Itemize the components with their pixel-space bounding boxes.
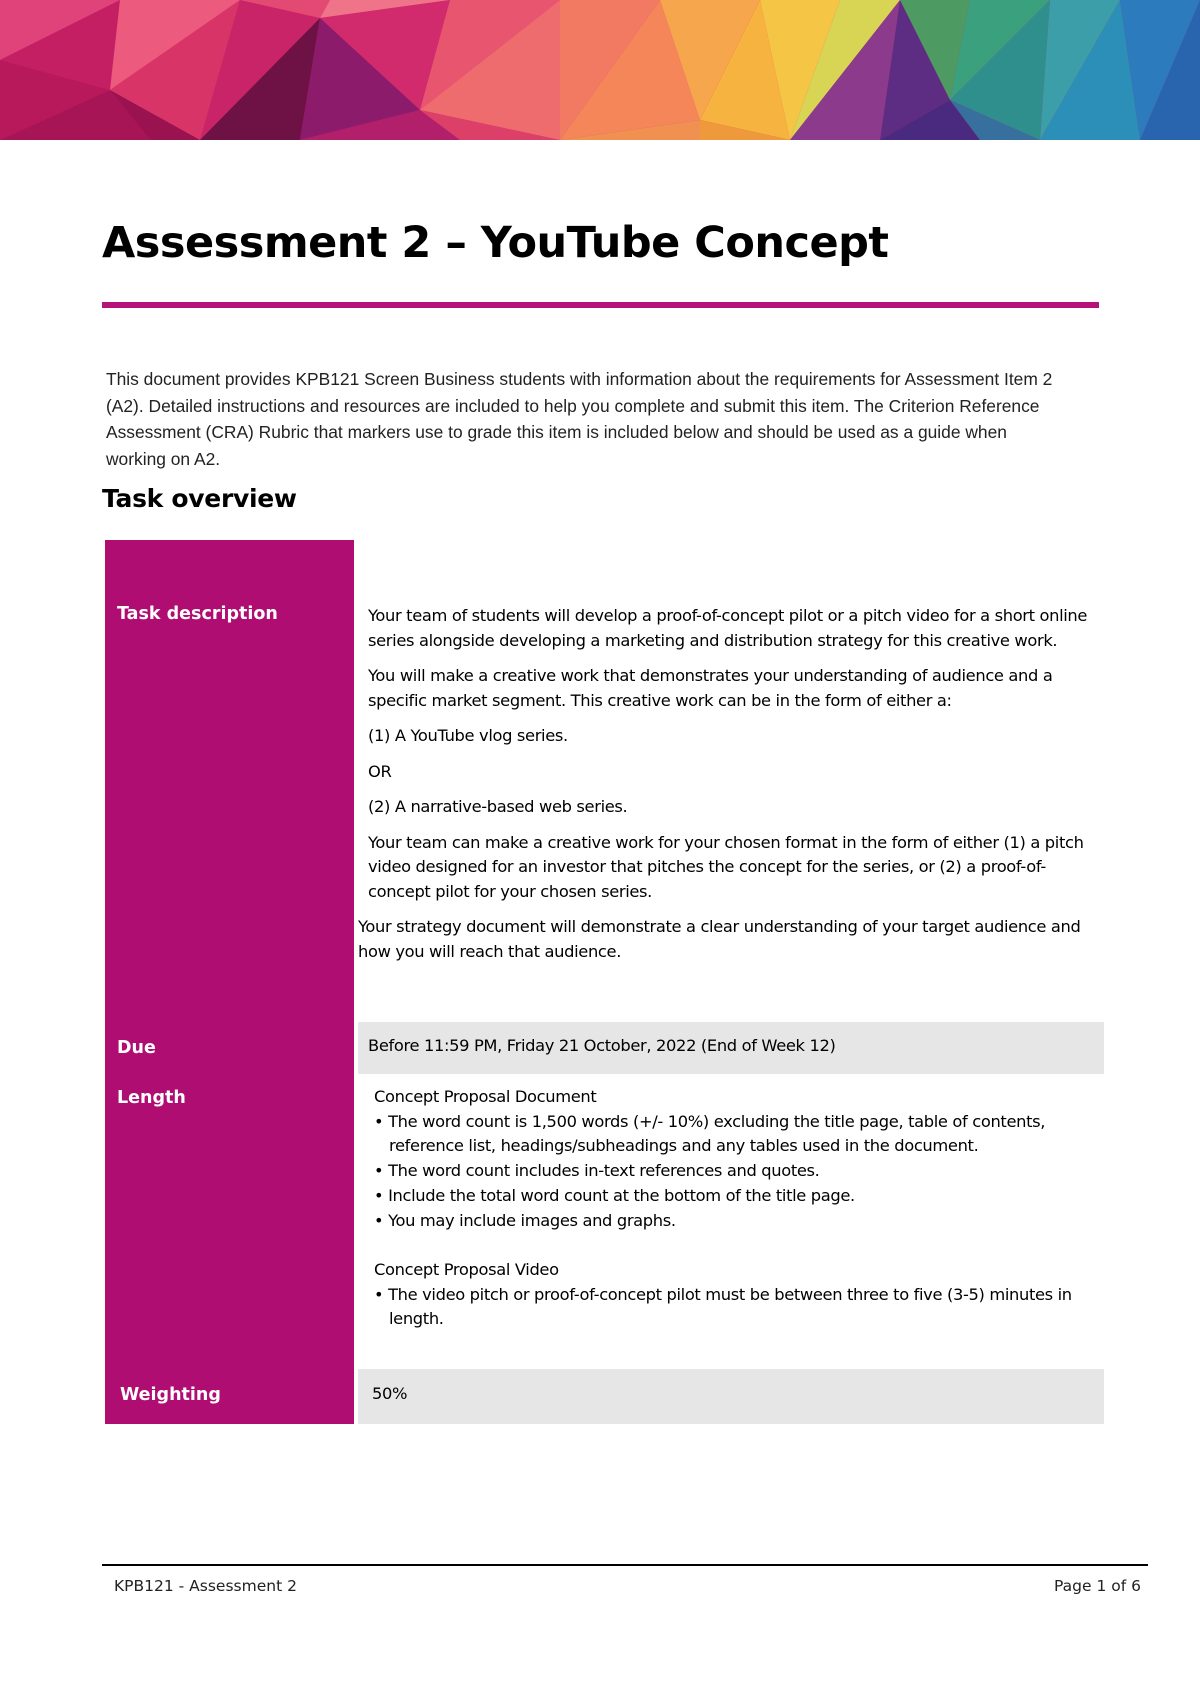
length-doc-bullet: • You may include images and graphs. [374, 1210, 676, 1230]
task-paragraph: (1) A YouTube vlog series. [368, 726, 568, 745]
length-video-heading: Concept Proposal Video [374, 1259, 559, 1279]
footer-divider [102, 1564, 1148, 1566]
length-doc-bullet: • The word count is 1,500 words (+/- 10%) excluding the title page, table of contents, reference list, headings/subheadings and any tables used in the document. [374, 1111, 1046, 1156]
task-paragraph: Your team can make a creative work for your chosen format in the form of either (1) a pitch video designed for an investor that pitches the concept for the series, or (2) a proof-of-concept pilot for your chosen series. [368, 832, 1084, 901]
label-task-description [105, 540, 354, 1022]
table-row-weighting [105, 1369, 1104, 1424]
task-paragraph: Your strategy document will demonstrate a clear understanding of your target audience and how you will reach that audience. [358, 917, 1081, 961]
task-overview-table [105, 540, 1104, 1424]
value-due: Before 11:59 PM, Friday 21 October, 2022 (End of Week 12) [358, 1022, 1104, 1074]
table-row-length [105, 1074, 1104, 1369]
length-video-bullet: • The video pitch or proof-of-concept pilot must be between three to five (3-5) minutes in length. [374, 1284, 1072, 1329]
table-row-task-description [105, 590, 1104, 1022]
footer-page-number: Page 1 of 6 [1054, 1577, 1141, 1595]
document-title: Assessment 2 – YouTube Concept [102, 218, 889, 268]
length-doc-bullet: • Include the total word count at the bottom of the title page. [374, 1185, 855, 1205]
section-heading: Task overview [102, 484, 297, 513]
label-length: Length [105, 1074, 354, 1369]
intro-paragraph: This document provides KPB121 Screen Business students with information about the requirements for Assessment Item 2 (A2). Detailed instructions and resources are included to help you complete and submit this item. The Criterion Reference Assessment (CRA) Rubric that markers use to grade this item is included below and should be used as a guide when working on A2. [106, 369, 1053, 469]
value-weighting: 50% [358, 1369, 1104, 1424]
task-paragraph: (2) A narrative-based web series. [368, 797, 628, 816]
label-weighting: Weighting [105, 1369, 354, 1424]
title-underline [102, 302, 1099, 308]
label-due: Due [105, 1022, 354, 1074]
task-paragraph: You will make a creative work that demonstrates your understanding of audience and a specific market segment. This creative work can be in the form of either a: [368, 666, 1053, 710]
task-paragraph: OR [368, 761, 392, 781]
value-task-description [358, 540, 1104, 1022]
label-task-description-text: Task description [117, 604, 278, 624]
header-banner [0, 0, 1200, 140]
length-doc-heading: Concept Proposal Document [374, 1087, 597, 1106]
value-length [358, 1074, 1104, 1369]
footer-course-label: KPB121 - Assessment 2 [114, 1577, 297, 1595]
task-paragraph: Your team of students will develop a proof-of-concept pilot or a pitch video for a short online series alongside developing a marketing and distribution strategy for this creative work. [368, 606, 1088, 650]
table-row-due [105, 1022, 1104, 1074]
polygon-banner-graphic [0, 0, 1200, 140]
length-doc-bullet: • The word count includes in-text references and quotes. [374, 1161, 820, 1181]
